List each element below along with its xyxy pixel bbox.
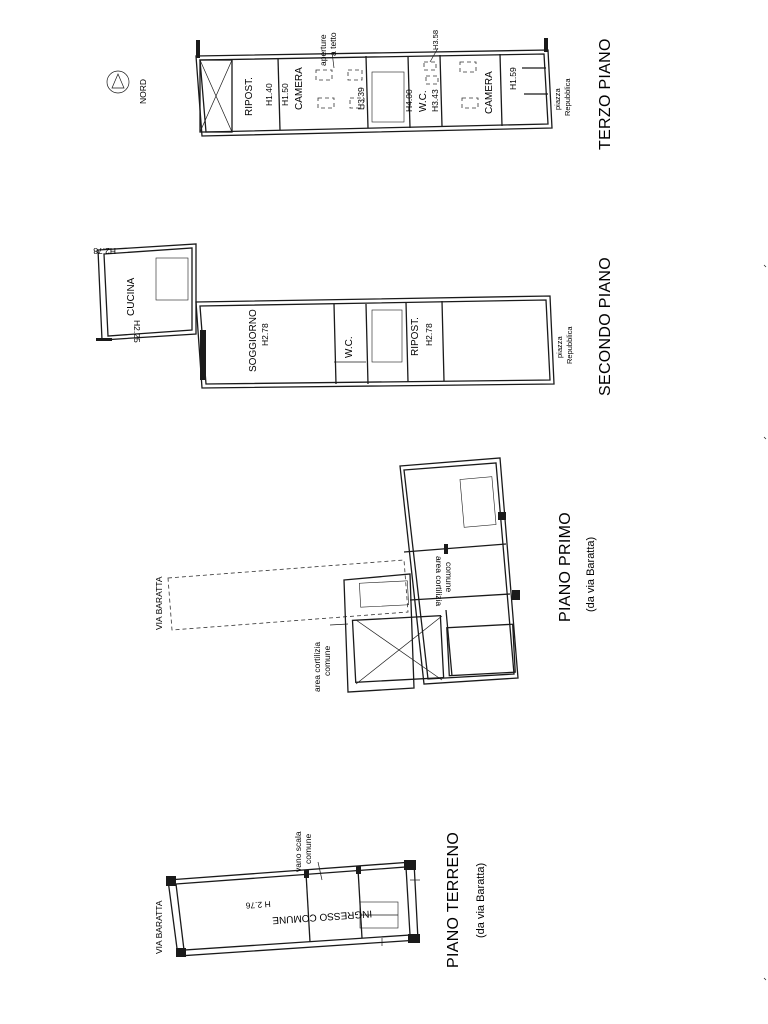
third-square-label-b: Repubblica [563, 78, 572, 116]
ground-floor-subtitle: (da via Baratta) [475, 862, 487, 938]
second-storage-height: H2.78 [424, 323, 434, 346]
first-courtyard2-label-b: comune [444, 562, 454, 593]
second-floor-plan [96, 244, 554, 388]
third-wc-height-1: H4.00 [404, 89, 414, 112]
second-kitchen-label: CUCINA [126, 277, 137, 316]
second-storage-label: RIPOST. [410, 317, 421, 356]
third-room2-label: CAMERA [484, 71, 495, 114]
ground-floor-title: PIANO TERRENO [445, 831, 462, 968]
second-square-label-a: piazza [555, 336, 564, 358]
ground-entrance-label: INGRESSO COMUNE [271, 907, 373, 926]
third-room1-label: CAMERA [294, 67, 305, 110]
third-room2-height: H1.59 [508, 67, 518, 90]
first-floor-subtitle: (da via Baratta) [585, 536, 597, 612]
margin-ticks [764, 265, 766, 980]
third-wc-height-2: H3.43 [430, 89, 440, 112]
ground-stair-label-b: comune [303, 833, 313, 864]
third-storage-height: H1.40 [264, 83, 274, 106]
ground-street-label: VIA BARATTA [154, 900, 164, 954]
third-room1-height: H1.50 [280, 83, 290, 106]
third-north-label: NORD [138, 78, 148, 104]
third-roof-label-a: aperture [318, 34, 328, 66]
first-courtyard-label-a: area cortilizia [312, 641, 322, 692]
ground-stair-label-a: vano scala [293, 831, 303, 872]
second-square-label-b: Repubblica [565, 326, 574, 364]
third-height-top: H3.58 [431, 29, 440, 50]
first-floor-title: PIANO PRIMO [557, 512, 574, 622]
second-kitchen-height-b: H2.25 [132, 320, 142, 343]
second-living-height: H2.78 [260, 323, 270, 346]
first-courtyard2-label-a: area cortilizia [434, 556, 444, 607]
second-kitchen-height-a: H2.78 [93, 246, 116, 256]
third-roof-label-b: a tetto [328, 32, 338, 56]
third-square-label-a: piazza [553, 88, 562, 110]
ground-height-label: H 2.76 [245, 899, 272, 911]
second-wc-label: W.C. [344, 336, 355, 358]
third-storage-label: RIPOST. [244, 77, 255, 116]
third-mid-height: H3.39 [356, 87, 366, 110]
first-courtyard-label-b: comune [322, 645, 332, 676]
first-street-label: VIA BARATTA [154, 576, 164, 630]
first-floor-plan [168, 458, 520, 692]
second-floor-title: SECONDO PIANO [597, 256, 614, 396]
ground-floor-plan [166, 860, 420, 957]
second-living-label: SOGGIORNO [248, 309, 259, 372]
third-floor-title: TERZO PIANO [597, 38, 614, 150]
third-wc-label: W.C. [418, 90, 429, 112]
